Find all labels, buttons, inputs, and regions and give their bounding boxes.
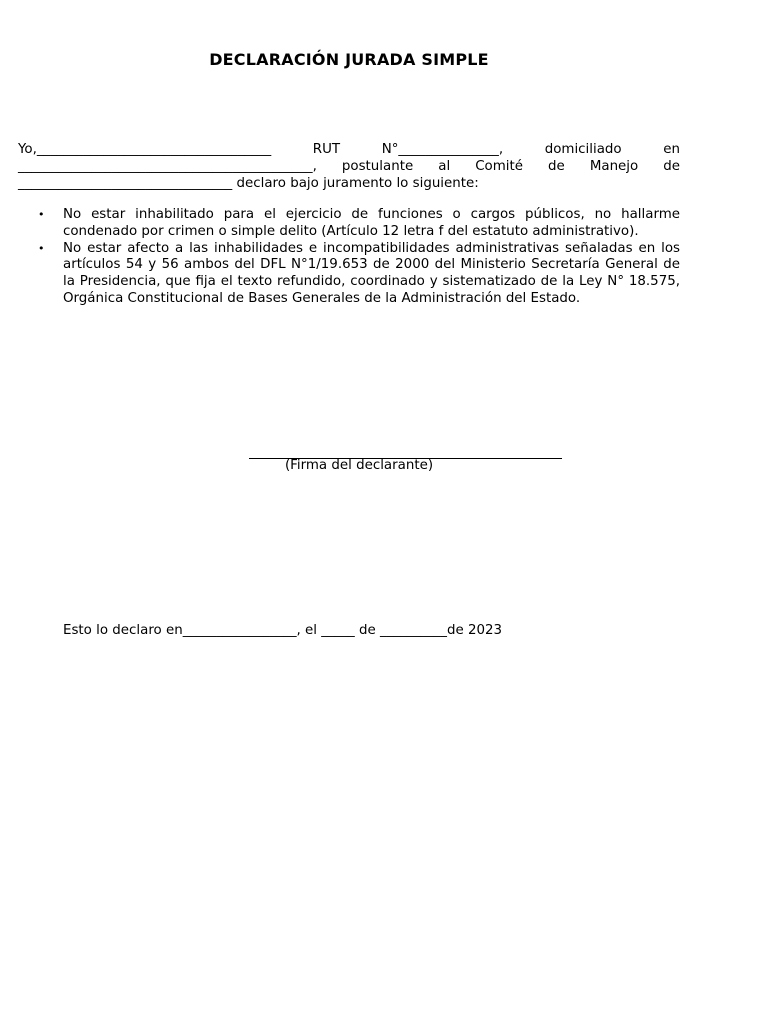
intro-paragraph xyxy=(18,141,680,192)
document-title: DECLARACIÓN JURADA SIMPLE xyxy=(209,50,489,69)
intro-word: RUT xyxy=(312,142,341,157)
bullet-icon: • xyxy=(38,241,45,255)
intro-word: ________________________________ declaro bajo juramento lo siguiente: xyxy=(18,176,479,191)
list-item-text: No estar afecto a las inhabilidades e incompatibilidades administrativas señaladas en los artículos 54 y 56 ambos del DFL N°1/19.653 de 2000 del Ministerio Secretaría General de la Presidencia, que fija el texto refundido, coordinado y sistematizado de la Ley N° 18.575, Orgánica Constitucional de Bases Generales de la Administración del Estado. xyxy=(63,240,680,306)
intro-word: al xyxy=(438,159,451,174)
list-item xyxy=(38,207,680,241)
intro-word: de xyxy=(548,159,565,174)
intro-word: Yo,___________________________________ xyxy=(18,142,272,157)
declaration-list xyxy=(38,207,680,308)
list-item xyxy=(38,241,680,308)
intro-line-2 xyxy=(18,158,680,175)
intro-word: de xyxy=(663,159,680,174)
intro-word: N°_______________, xyxy=(381,142,504,157)
intro-word: ____________________________________________, xyxy=(18,159,317,174)
intro-line-1 xyxy=(18,141,680,158)
signature-label: (Firma del declarante) xyxy=(284,458,434,473)
list-item-text: No estar inhabilitado para el ejercicio de funciones o cargos públicos, no hallarme condenado por crimen o simple delito (Artículo 12 letra f del estatuto administrativo). xyxy=(63,207,680,239)
closing-statement: Esto lo declaro en_________________, el _____ de __________de 2023 xyxy=(63,623,503,638)
intro-word: en xyxy=(663,142,680,157)
bullet-icon: • xyxy=(38,208,45,221)
intro-line-3 xyxy=(18,175,680,192)
intro-word: Comité xyxy=(475,159,523,174)
intro-word: Manejo xyxy=(589,159,639,174)
intro-word: domiciliado xyxy=(544,142,622,157)
intro-word: postulante xyxy=(341,159,414,174)
